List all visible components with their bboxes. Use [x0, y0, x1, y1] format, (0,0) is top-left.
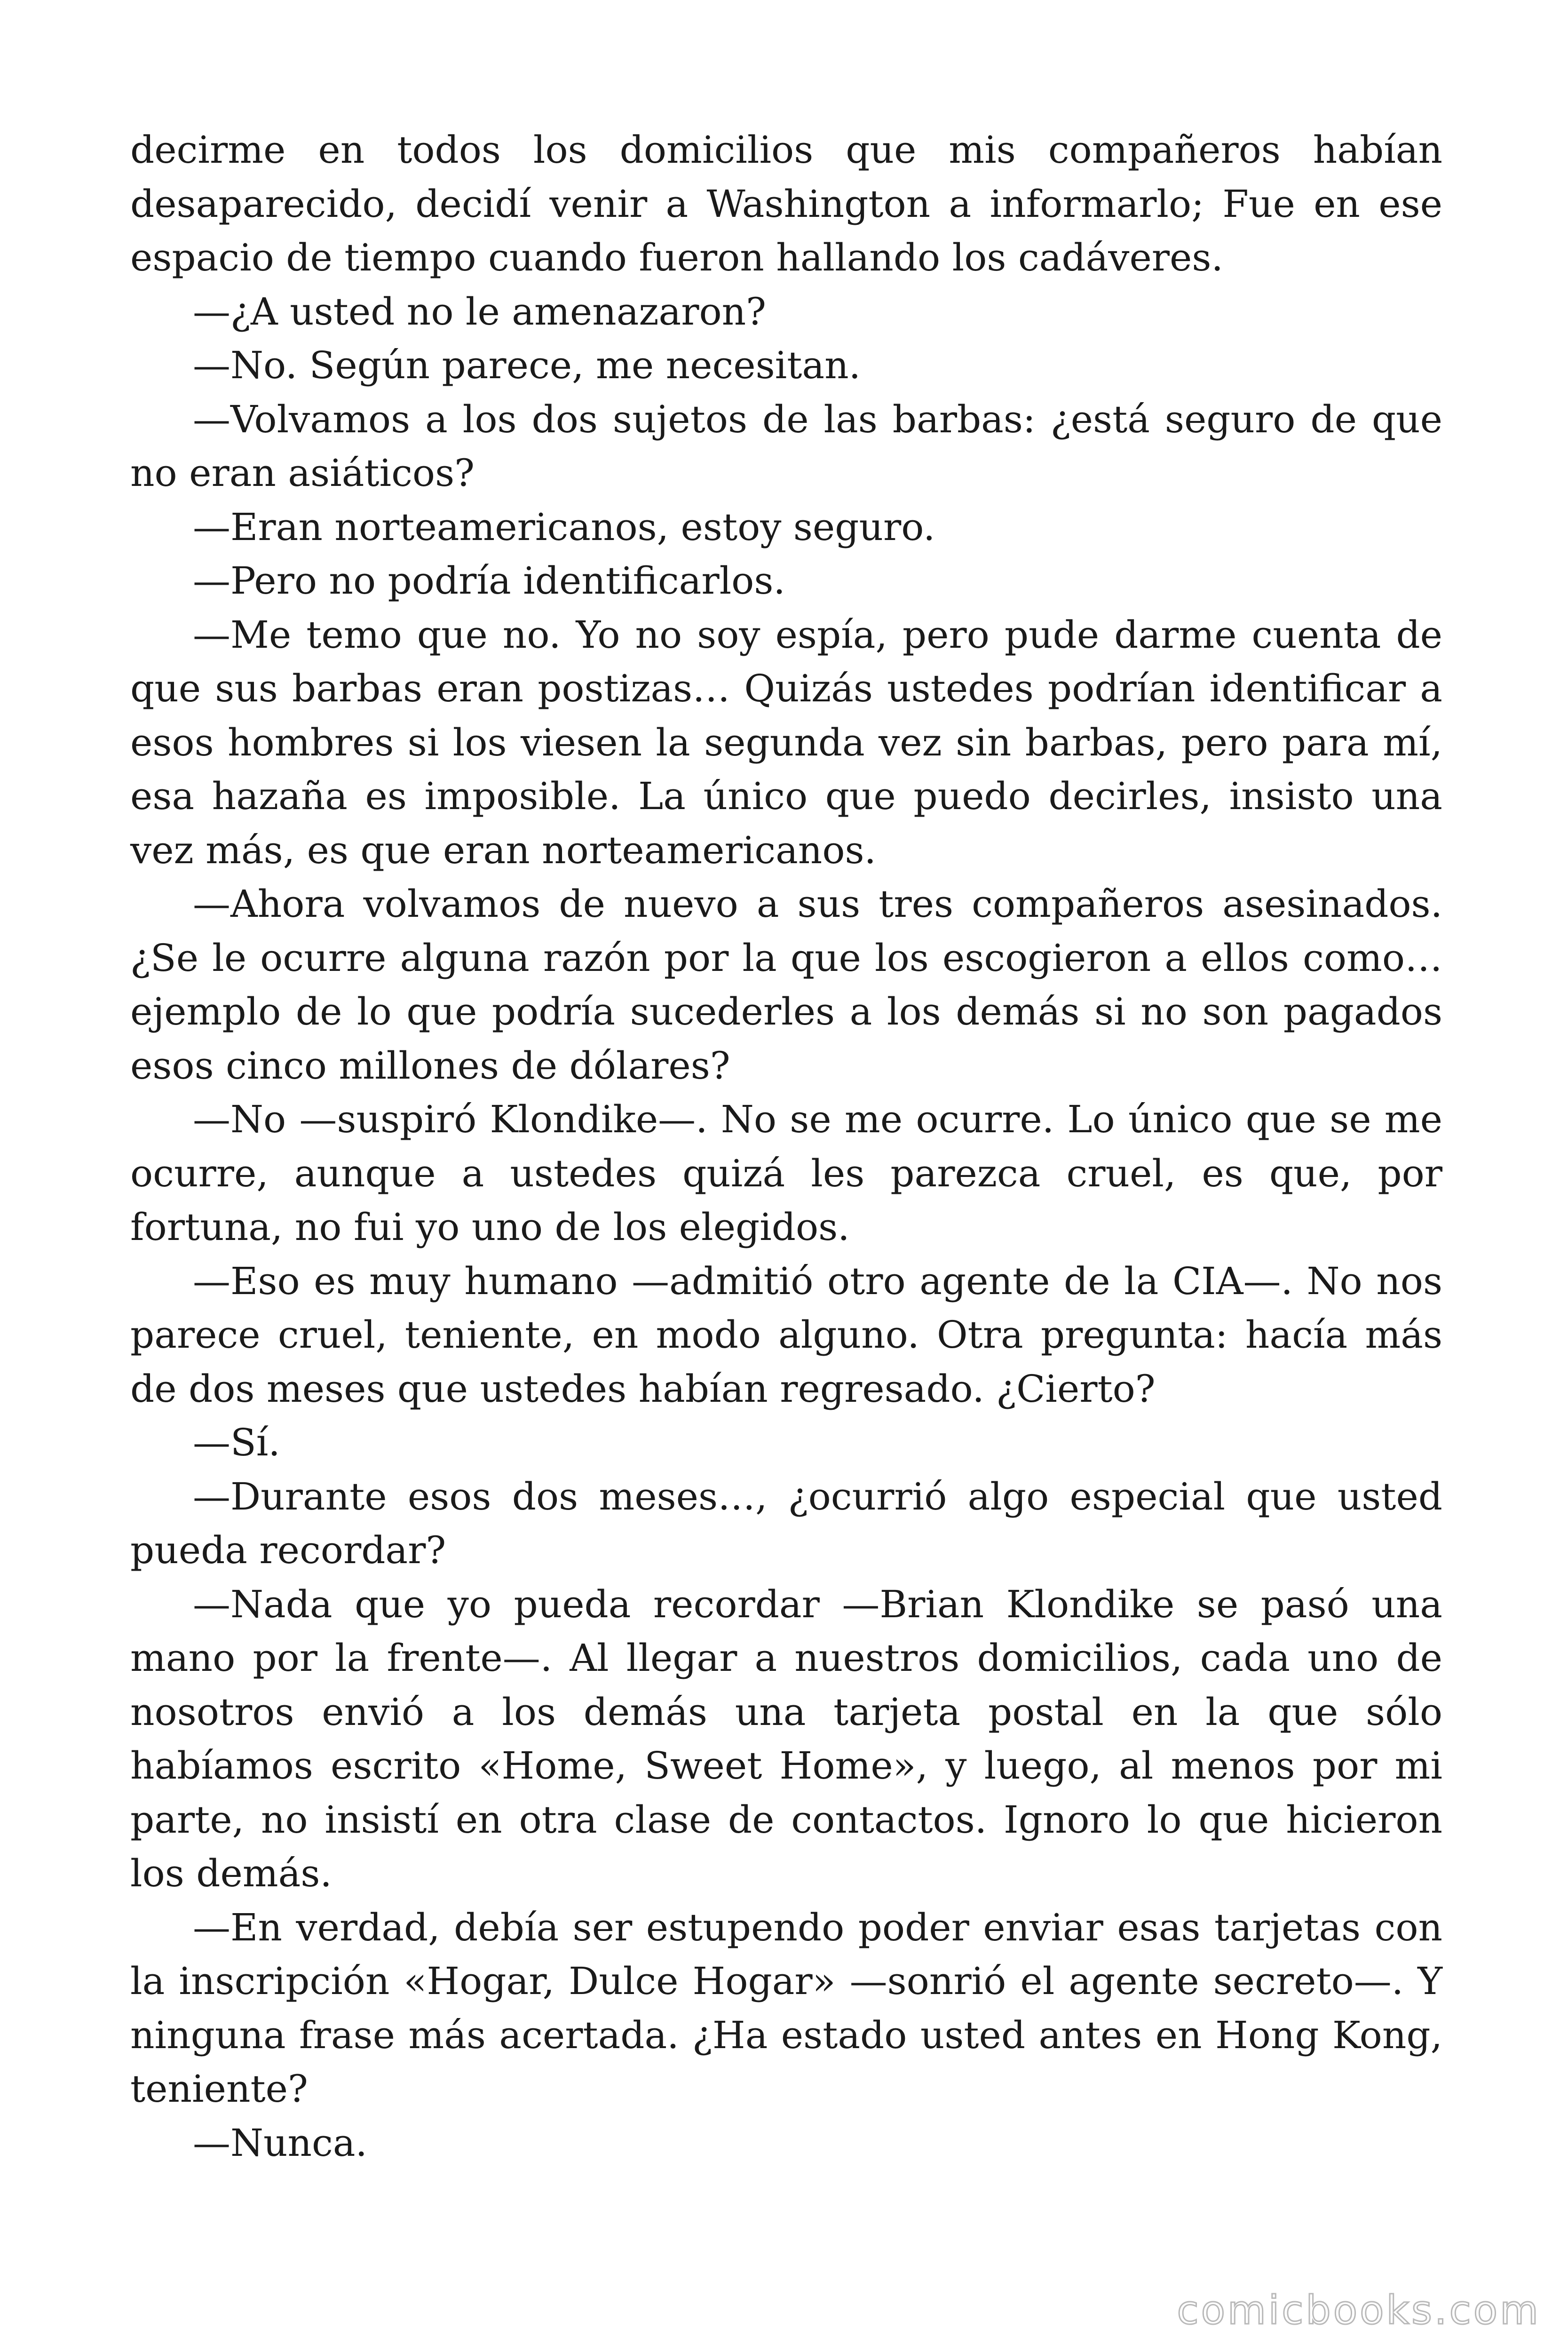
watermark-logo: comicbooks.com	[1177, 2287, 1541, 2333]
paragraph-continuation: decirme en todos los domicilios que mis compañeros habían desaparecido, decidí venir a Washington a informarlo; Fue en ese espacio de tiempo cuando fueron hallando los cadáveres.	[130, 128, 1442, 279]
dialogue-paragraph: —Durante esos dos meses…, ¿ocurrió algo especial que usted pueda recordar?	[130, 1474, 1442, 1572]
dialogue-paragraph: —Nunca.	[193, 2121, 367, 2165]
dialogue-paragraph: —Sí.	[193, 1421, 280, 1464]
dialogue-paragraph: —Me temo que no. Yo no soy espía, pero pude darme cuenta de que sus barbas eran postizas… Quizás ustedes podrían identificar a esos hombres si los viesen la segunda vez sin barbas, pero para mí, esa hazaña es imposible. La único que puedo decirles, insisto una vez más, es que eran norteamericanos.	[130, 612, 1442, 872]
dialogue-paragraph: —Eran norteamericanos, estoy seguro.	[193, 505, 935, 549]
dialogue-paragraph: —No. Según parece, me necesitan.	[193, 343, 861, 387]
dialogue-paragraph: —Nada que yo pueda recordar —Brian Klondike se pasó una mano por la frente—. Al llegar a nuestros domicilios, cada uno de nosotros envió a los demás una tarjeta postal en la que sólo habíamos escrito «Home, Sweet Home», y luego, al menos por mi parte, no insistí en otra clase de contactos. Ignoro lo que hicieron los demás.	[130, 1582, 1442, 1895]
dialogue-paragraph: —En verdad, debía ser estupendo poder enviar esas tarjetas con la inscripción «Hogar, Dulce Hogar» —sonrió el agente secreto—. Y ninguna frase más acertada. ¿Ha estado usted antes en Hong Kong, teniente?	[130, 1905, 1442, 2111]
dialogue-paragraph: —Eso es muy humano —admitió otro agente de la CIA—. No nos parece cruel, teniente, en modo alguno. Otra pregunta: hacía más de dos meses que ustedes habían regresado. ¿Cierto?	[130, 1259, 1442, 1411]
dialogue-paragraph: —Pero no podría identificarlos.	[193, 559, 785, 603]
dialogue-paragraph: —No —suspiró Klondike—. No se me ocurre. Lo único que se me ocurre, aunque a ustedes quizá les parezca cruel, es que, por fortuna, no fui yo uno de los elegidos.	[130, 1097, 1442, 1249]
page-text	[130, 123, 1442, 2170]
dialogue-paragraph: —Ahora volvamos de nuevo a sus tres compañeros asesinados. ¿Se le ocurre alguna razón por la que los escogieron a ellos como… ejemplo de lo que podría sucederles a los demás si no son pagados esos cinco millones de dólares?	[130, 882, 1442, 1088]
dialogue-paragraph: —Volvamos a los dos sujetos de las barbas: ¿está seguro de que no eran asiáticos?	[130, 397, 1442, 495]
dialogue-paragraph: —¿A usted no le amenazaron?	[193, 289, 767, 334]
